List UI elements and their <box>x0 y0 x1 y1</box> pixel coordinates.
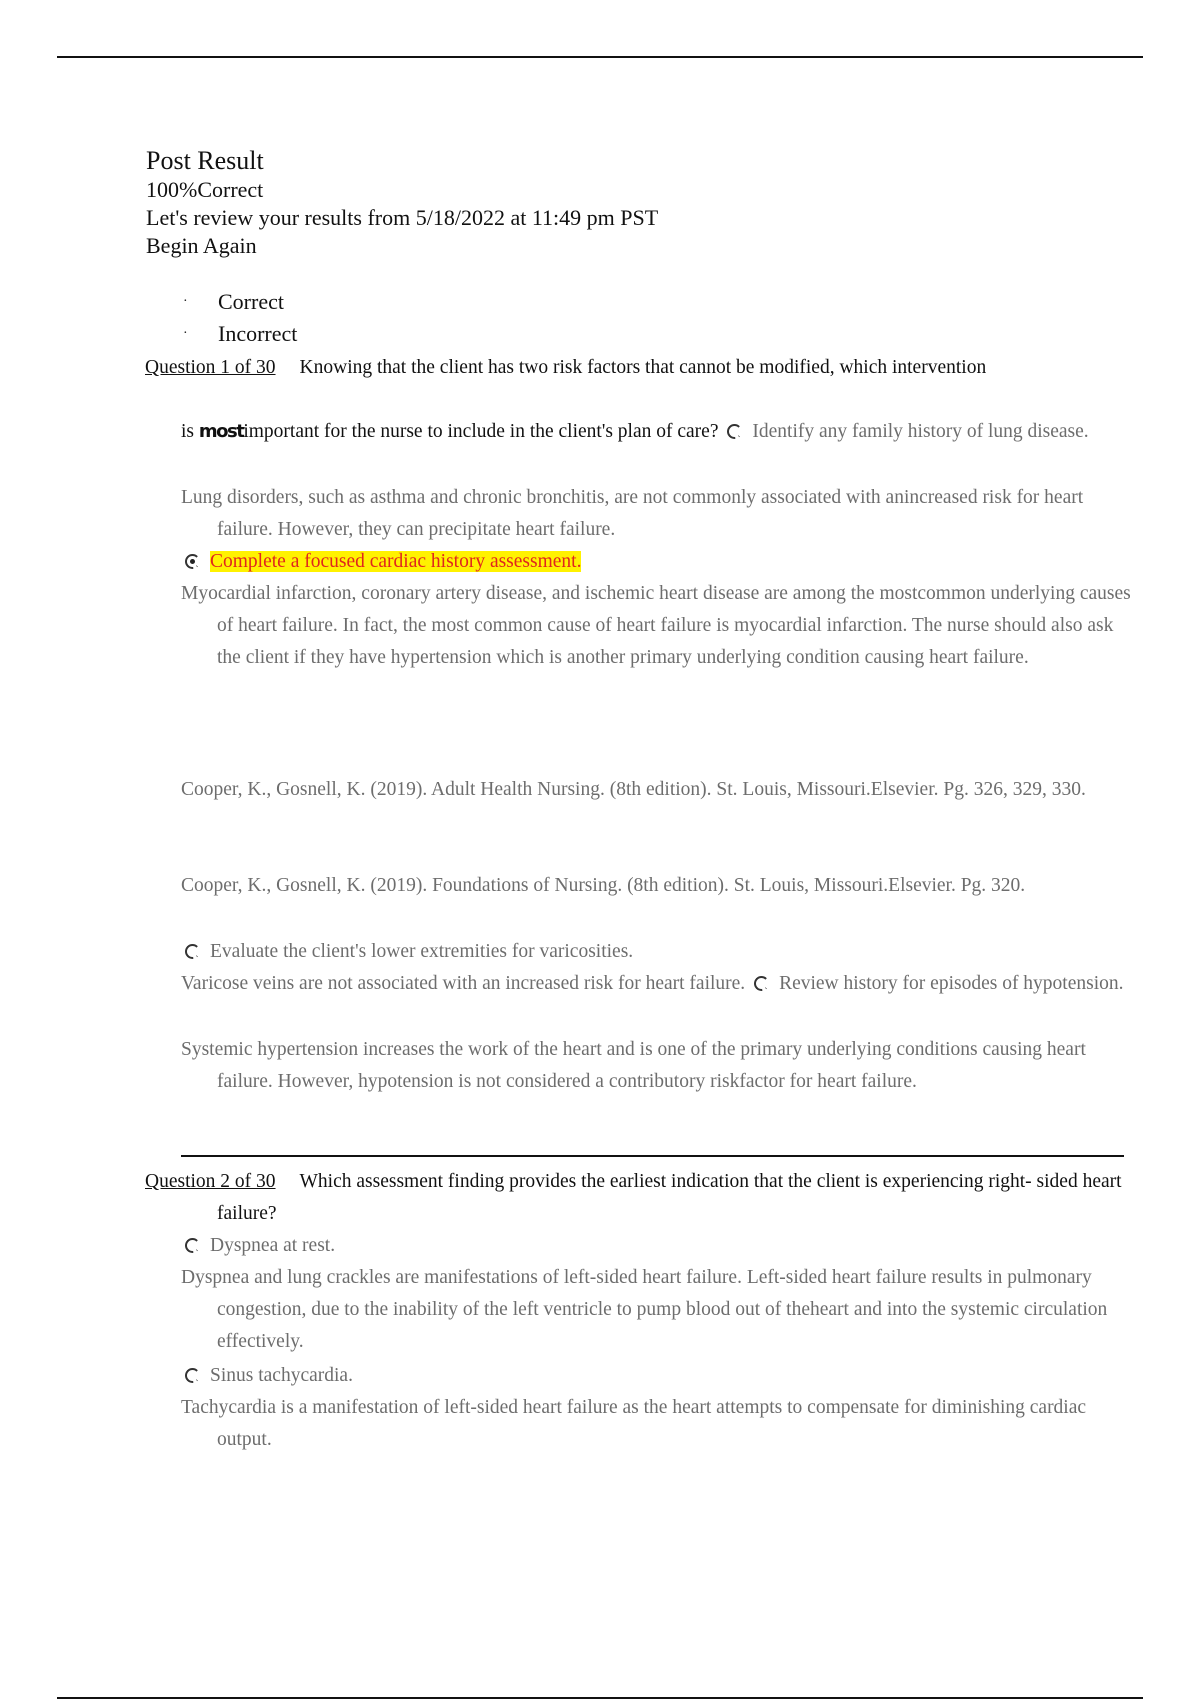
q1-option-1[interactable]: Identify any family history of lung disease. <box>752 421 1089 442</box>
question-1-text-post: important for the nurse to include in the client's plan of care? <box>243 421 719 442</box>
radio-selected-icon[interactable] <box>185 554 200 569</box>
top-rule <box>57 56 1143 58</box>
legend-correct-label: Correct <box>218 289 284 314</box>
q2-rationale-1: Dyspnea and lung crackles are manifestations of left-sided heart failure. Left-sided heart failure results in pulmonary congestion, due to the inability of the left ventricle to pump blood out of theheart and into the systemic circulation effectively. <box>181 1267 1108 1352</box>
radio-icon[interactable] <box>185 944 200 959</box>
q1-rationale-3: Varicose veins are not associated with an increased risk for heart failure. <box>181 973 746 994</box>
reference-2: Cooper, K., Gosnell, K. (2019). Foundations of Nursing. (8th edition). St. Louis, Missouri.Elsevier. Pg. 320. <box>181 875 1026 896</box>
question-1-number: Question 1 of 30 <box>145 357 276 378</box>
q1-rationale-2: Myocardial infarction, coronary artery disease, and ischemic heart disease are among the mostcommon underlying causes of heart failure. In fact, the most common cause of heart failure is myocardial infarction. The nurse should also ask the client if they have hypertension which is another primary underlying condition causing heart failure. <box>181 583 1131 668</box>
reference-1: Cooper, K., Gosnell, K. (2019). Adult Health Nursing. (8th edition). St. Louis, Missouri.Elsevier. Pg. 326, 329, 330. <box>181 779 1086 800</box>
question-divider <box>181 1155 1124 1157</box>
review-date-text: Let's review your results from 5/18/2022 at 11:49 pm PST <box>146 205 659 230</box>
question-1-stem <box>145 352 1137 384</box>
result-header <box>146 146 658 260</box>
radio-icon[interactable] <box>185 1368 200 1383</box>
q1-option-4[interactable]: Review history for episodes of hypotension. <box>779 973 1124 994</box>
q2-option-2[interactable]: Sinus tachycardia. <box>210 1365 353 1386</box>
radio-icon[interactable] <box>754 976 769 991</box>
bullet-icon: · <box>183 294 188 309</box>
bottom-rule <box>57 1697 1143 1699</box>
question-1-text: Knowing that the client has two risk factors that cannot be modified, which intervention <box>299 357 987 378</box>
q1-option-2-row[interactable] <box>181 546 1101 578</box>
q2-option-2-row[interactable] <box>181 1360 1101 1392</box>
q2-rationale-2: Tachycardia is a manifestation of left-sided heart failure as the heart attempts to compensate for diminishing cardiac output. <box>181 1397 1087 1450</box>
radio-icon[interactable] <box>185 1238 200 1253</box>
result-legend <box>183 286 297 350</box>
question-1-emphasis: most <box>198 421 244 442</box>
score-text: 100%Correct <box>146 177 264 202</box>
legend-correct <box>183 286 297 318</box>
bullet-icon: · <box>183 326 188 341</box>
question-2-stem <box>145 1166 1137 1230</box>
q2-option-1-row[interactable] <box>181 1230 1101 1262</box>
begin-again-link[interactable]: Begin Again <box>146 233 257 258</box>
q1-option-2[interactable]: Complete a focused cardiac history assessment. <box>210 551 582 572</box>
q1-option-3-row[interactable] <box>181 936 1101 968</box>
legend-incorrect-label: Incorrect <box>218 321 298 346</box>
legend-incorrect <box>183 318 297 350</box>
q2-option-1[interactable]: Dyspnea at rest. <box>210 1235 336 1256</box>
q1-option-3[interactable]: Evaluate the client's lower extremities for varicosities. <box>210 941 634 962</box>
question-1-text-pre: is <box>181 421 199 442</box>
q1-rationale-4: Systemic hypertension increases the work of the heart and is one of the primary underlying conditions causing heart failure. However, hypotension is not considered a contributory riskfactor for heart failure. <box>181 1039 1086 1092</box>
question-1-stem-cont <box>181 416 1137 448</box>
q1-rationale-3-row <box>181 968 1137 1000</box>
question-2-number: Question 2 of 30 <box>145 1171 276 1192</box>
page-title: Post Result <box>146 146 264 175</box>
q1-rationale-1: Lung disorders, such as asthma and chronic bronchitis, are not commonly associated with anincreased risk for heart failure. However, they can precipitate heart failure. <box>181 487 1084 540</box>
question-2-text: Which assessment finding provides the earliest indication that the client is experiencing right- sided heart failure? <box>217 1171 1122 1224</box>
radio-icon[interactable] <box>727 424 742 439</box>
